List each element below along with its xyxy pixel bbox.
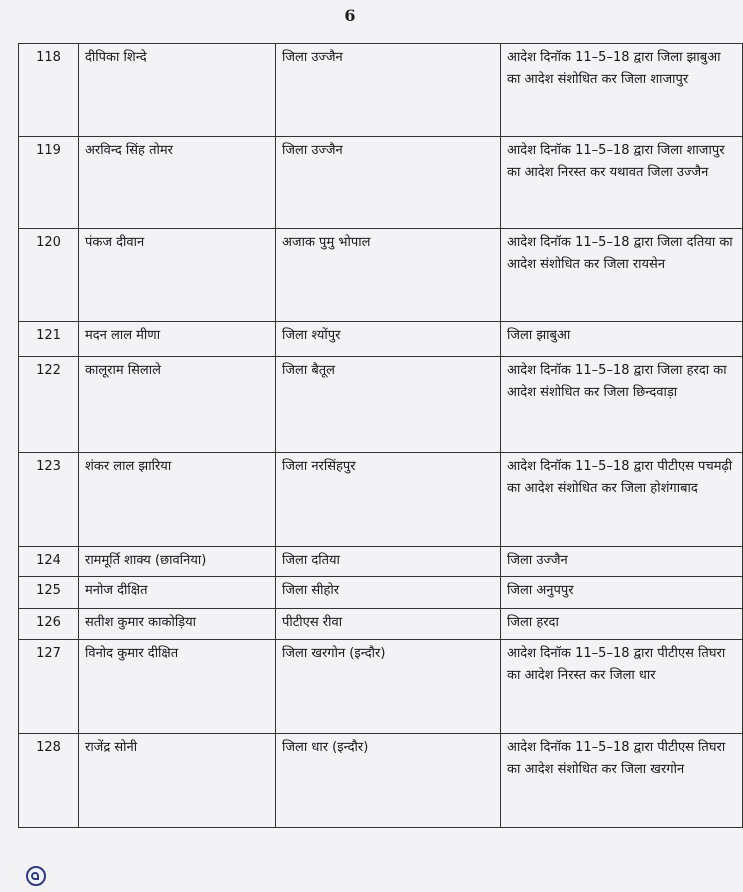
handwritten-mark-icon [26,866,46,886]
table-row [19,547,743,577]
order-remark-cell: आदेश दिनॉक 11–5–18 द्वारा जिला दतिया का आदेश संशोधित कर जिला रायसेन [501,229,743,322]
transfer-orders-table [18,43,743,828]
serial-number-cell: 121 [19,322,79,357]
current-posting-cell: जिला श्योंपुर [276,322,501,357]
order-remark-cell: जिला अनुपपुर [501,577,743,609]
current-posting-cell: पीटीएस रीवा [276,609,501,640]
current-posting-cell: जिला नरसिंहपुर [276,453,501,547]
name-cell: दीपिका शिन्दे [79,44,276,137]
serial-number-cell: 128 [19,734,79,828]
order-remark-cell: आदेश दिनॉक 11–5–18 द्वारा पीटीएस तिघरा का आदेश संशोधित कर जिला खरगोन [501,734,743,828]
table-row [19,609,743,640]
serial-number-cell: 120 [19,229,79,322]
serial-number-cell: 124 [19,547,79,577]
table-body [19,44,743,828]
table-row [19,577,743,609]
table-row [19,44,743,137]
serial-number-cell: 122 [19,357,79,453]
current-posting-cell: जिला खरगोन (इन्दौर) [276,640,501,734]
table-row [19,229,743,322]
name-cell: अरविन्द सिंह तोमर [79,137,276,229]
order-remark-cell: जिला उज्जैन [501,547,743,577]
current-posting-cell: जिला धार (इन्दौर) [276,734,501,828]
table-row [19,640,743,734]
serial-number-cell: 125 [19,577,79,609]
table-row [19,357,743,453]
name-cell: राममूर्ति शाक्य (छावनिया) [79,547,276,577]
serial-number-cell: 126 [19,609,79,640]
order-remark-cell: आदेश दिनॉक 11–5–18 द्वारा पीटीएस तिघरा का आदेश निरस्त कर जिला धार [501,640,743,734]
table-row [19,137,743,229]
serial-number-cell: 118 [19,44,79,137]
name-cell: मदन लाल मीणा [79,322,276,357]
serial-number-cell: 123 [19,453,79,547]
order-remark-cell: आदेश दिनॉक 11–5–18 द्वारा पीटीएस पचमढ़ी का आदेश संशोधित कर जिला होशंगाबाद [501,453,743,547]
table-row [19,322,743,357]
name-cell: शंकर लाल झारिया [79,453,276,547]
name-cell: राजेंद्र सोनी [79,734,276,828]
order-remark-cell: जिला झाबुआ [501,322,743,357]
table-row [19,453,743,547]
name-cell: कालूराम सिलाले [79,357,276,453]
current-posting-cell: जिला सीहोर [276,577,501,609]
order-remark-cell: जिला हरदा [501,609,743,640]
order-remark-cell: आदेश दिनॉक 11–5–18 द्वारा जिला शाजापुर का आदेश निरस्त कर यथावत जिला उज्जैन [501,137,743,229]
current-posting-cell: जिला उज्जैन [276,44,501,137]
name-cell: विनोद कुमार दीक्षित [79,640,276,734]
name-cell: मनोज दीक्षित [79,577,276,609]
current-posting-cell: अजाक पुमु भोपाल [276,229,501,322]
current-posting-cell: जिला उज्जैन [276,137,501,229]
current-posting-cell: जिला बैतूल [276,357,501,453]
name-cell: पंकज दीवान [79,229,276,322]
serial-number-cell: 119 [19,137,79,229]
table-row [19,734,743,828]
page-number: 6 [344,6,356,25]
order-remark-cell: आदेश दिनॉक 11–5–18 द्वारा जिला झाबुआ का आदेश संशोधित कर जिला शाजापुर [501,44,743,137]
order-remark-cell: आदेश दिनॉक 11–5–18 द्वारा जिला हरदा का आदेश संशोधित कर जिला छिन्दवाड़ा [501,357,743,453]
current-posting-cell: जिला दतिया [276,547,501,577]
name-cell: सतीश कुमार काकोड़िया [79,609,276,640]
serial-number-cell: 127 [19,640,79,734]
